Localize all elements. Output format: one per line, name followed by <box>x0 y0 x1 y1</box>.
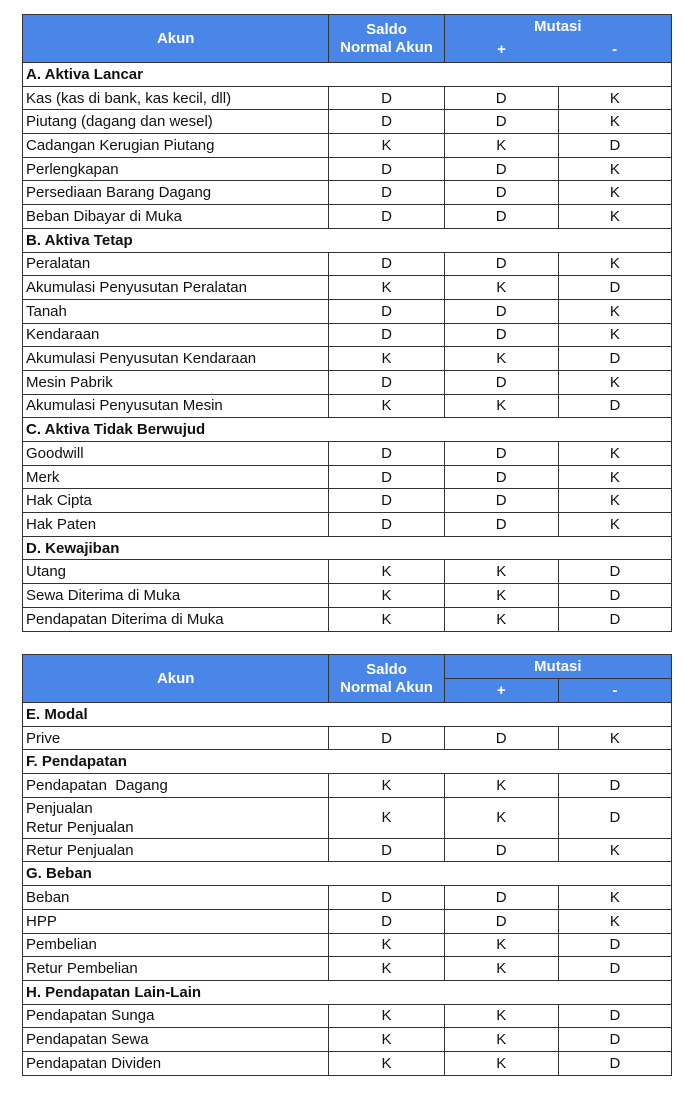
account-name: Tanah <box>23 299 329 323</box>
mutasi-minus-value: K <box>558 489 671 513</box>
account-name: Kas (kas di bank, kas kecil, dll) <box>23 86 329 110</box>
section-row <box>23 980 672 1004</box>
section-title: D. Kewajiban <box>23 536 672 560</box>
account-name: Pendapatan Dagang <box>23 774 329 798</box>
header-akun: Akun <box>23 655 329 703</box>
account-name: HPP <box>23 909 329 933</box>
section-title: B. Aktiva Tetap <box>23 228 672 252</box>
saldo-normal-value: D <box>329 299 444 323</box>
account-name: Beban Dibayar di Muka <box>23 205 329 229</box>
mutasi-minus-value: K <box>558 370 671 394</box>
mutasi-plus-value: K <box>444 957 558 981</box>
saldo-normal-value: K <box>329 1051 444 1075</box>
mutasi-minus-value: D <box>558 1028 671 1052</box>
table-row <box>23 394 672 418</box>
mutasi-plus-value: D <box>444 442 558 466</box>
section-row <box>23 862 672 886</box>
saldo-normal-value: D <box>329 370 444 394</box>
mutasi-plus-value: D <box>444 323 558 347</box>
table-row <box>23 465 672 489</box>
mutasi-minus-value: D <box>558 560 671 584</box>
header-akun: Akun <box>23 15 329 63</box>
saldo-normal-value: K <box>329 774 444 798</box>
section-row <box>23 703 672 727</box>
mutasi-plus-value: K <box>444 1004 558 1028</box>
mutasi-minus-value: K <box>558 110 671 134</box>
header-saldo-normal: Saldo Normal Akun <box>329 655 444 703</box>
account-name: Akumulasi Penyusutan Mesin <box>23 394 329 418</box>
mutasi-plus-value: K <box>444 134 558 158</box>
mutasi-minus-value: K <box>558 513 671 537</box>
table-row <box>23 489 672 513</box>
table-row <box>23 205 672 229</box>
table-row <box>23 134 672 158</box>
mutasi-minus-value: D <box>558 1004 671 1028</box>
table-row <box>23 323 672 347</box>
table-row <box>23 347 672 371</box>
saldo-normal-value: K <box>329 276 444 300</box>
section-title: H. Pendapatan Lain-Lain <box>23 980 672 1004</box>
table-row <box>23 181 672 205</box>
saldo-normal-value: D <box>329 726 444 750</box>
header-minus: - <box>558 39 671 63</box>
saldo-normal-value: K <box>329 1004 444 1028</box>
saldo-normal-value: K <box>329 607 444 631</box>
mutasi-minus-value: D <box>558 276 671 300</box>
mutasi-minus-value: K <box>558 86 671 110</box>
section-row <box>23 418 672 442</box>
mutasi-plus-value: K <box>444 933 558 957</box>
section-title: F. Pendapatan <box>23 750 672 774</box>
saldo-normal-value: K <box>329 134 444 158</box>
saldo-normal-value: D <box>329 442 444 466</box>
table-1-body <box>23 63 672 632</box>
table-row <box>23 607 672 631</box>
mutasi-minus-value: D <box>558 774 671 798</box>
mutasi-minus-value: D <box>558 347 671 371</box>
account-name: Merk <box>23 465 329 489</box>
account-table-2 <box>22 654 672 1076</box>
header-minus: - <box>558 679 671 703</box>
account-name: Sewa Diterima di Muka <box>23 584 329 608</box>
table-row <box>23 774 672 798</box>
account-name: Pendapatan Dividen <box>23 1051 329 1075</box>
saldo-normal-value: D <box>329 323 444 347</box>
mutasi-plus-value: K <box>444 584 558 608</box>
saldo-normal-value: K <box>329 933 444 957</box>
mutasi-minus-value: K <box>558 886 671 910</box>
mutasi-minus-value: K <box>558 838 671 862</box>
mutasi-minus-value: D <box>558 933 671 957</box>
saldo-normal-value: K <box>329 957 444 981</box>
saldo-normal-value: D <box>329 157 444 181</box>
mutasi-plus-value: D <box>444 299 558 323</box>
table-row <box>23 442 672 466</box>
header-saldo-normal: Saldo Normal Akun <box>329 15 444 63</box>
mutasi-minus-value: D <box>558 957 671 981</box>
account-name: Retur Penjualan <box>23 838 329 862</box>
table-row <box>23 157 672 181</box>
mutasi-plus-value: D <box>444 513 558 537</box>
table-row <box>23 909 672 933</box>
account-name: Piutang (dagang dan wesel) <box>23 110 329 134</box>
mutasi-plus-value: K <box>444 774 558 798</box>
table-row <box>23 957 672 981</box>
mutasi-plus-value: D <box>444 489 558 513</box>
saldo-normal-value: D <box>329 886 444 910</box>
account-name: Penjualan Retur Penjualan <box>23 797 329 838</box>
mutasi-plus-value: D <box>444 726 558 750</box>
mutasi-minus-value: D <box>558 394 671 418</box>
mutasi-plus-value: K <box>444 347 558 371</box>
header-plus: + <box>444 679 558 703</box>
table-row <box>23 513 672 537</box>
saldo-normal-value: D <box>329 110 444 134</box>
mutasi-plus-value: D <box>444 465 558 489</box>
saldo-normal-value: D <box>329 181 444 205</box>
mutasi-plus-value: D <box>444 181 558 205</box>
saldo-normal-value: D <box>329 252 444 276</box>
mutasi-plus-value: D <box>444 110 558 134</box>
mutasi-plus-value: D <box>444 86 558 110</box>
table-row <box>23 726 672 750</box>
account-name: Pendapatan Sunga <box>23 1004 329 1028</box>
section-title: E. Modal <box>23 703 672 727</box>
account-name: Perlengkapan <box>23 157 329 181</box>
saldo-normal-value: D <box>329 513 444 537</box>
section-title: A. Aktiva Lancar <box>23 63 672 87</box>
table-row <box>23 797 672 838</box>
mutasi-minus-value: K <box>558 465 671 489</box>
mutasi-plus-value: K <box>444 394 558 418</box>
saldo-normal-value: K <box>329 394 444 418</box>
mutasi-plus-value: D <box>444 838 558 862</box>
mutasi-plus-value: K <box>444 1051 558 1075</box>
saldo-normal-value: D <box>329 205 444 229</box>
account-name: Mesin Pabrik <box>23 370 329 394</box>
mutasi-minus-value: K <box>558 205 671 229</box>
table-row <box>23 110 672 134</box>
section-title: G. Beban <box>23 862 672 886</box>
header-mutasi: Mutasi <box>444 655 671 679</box>
account-name: Hak Paten <box>23 513 329 537</box>
saldo-normal-value: D <box>329 489 444 513</box>
table-row <box>23 933 672 957</box>
account-name: Akumulasi Penyusutan Peralatan <box>23 276 329 300</box>
account-name: Goodwill <box>23 442 329 466</box>
table-2-body <box>23 703 672 1076</box>
section-row <box>23 228 672 252</box>
mutasi-plus-value: D <box>444 370 558 394</box>
section-row <box>23 750 672 774</box>
mutasi-plus-value: D <box>444 157 558 181</box>
section-row <box>23 63 672 87</box>
mutasi-plus-value: K <box>444 797 558 838</box>
mutasi-plus-value: K <box>444 607 558 631</box>
table-row <box>23 370 672 394</box>
mutasi-minus-value: D <box>558 797 671 838</box>
mutasi-minus-value: K <box>558 157 671 181</box>
saldo-normal-value: K <box>329 1028 444 1052</box>
table-row <box>23 299 672 323</box>
mutasi-minus-value: D <box>558 134 671 158</box>
saldo-normal-value: K <box>329 560 444 584</box>
account-name: Cadangan Kerugian Piutang <box>23 134 329 158</box>
table-row <box>23 886 672 910</box>
account-name: Pembelian <box>23 933 329 957</box>
mutasi-minus-value: K <box>558 323 671 347</box>
table-row <box>23 1004 672 1028</box>
section-title: C. Aktiva Tidak Berwujud <box>23 418 672 442</box>
account-name: Utang <box>23 560 329 584</box>
table-row <box>23 838 672 862</box>
mutasi-plus-value: K <box>444 560 558 584</box>
account-name: Peralatan <box>23 252 329 276</box>
saldo-normal-value: K <box>329 347 444 371</box>
table-row <box>23 86 672 110</box>
account-name: Pendapatan Sewa <box>23 1028 329 1052</box>
account-name: Beban <box>23 886 329 910</box>
account-name: Kendaraan <box>23 323 329 347</box>
saldo-normal-value: D <box>329 465 444 489</box>
table-row <box>23 560 672 584</box>
account-name: Persediaan Barang Dagang <box>23 181 329 205</box>
saldo-normal-value: D <box>329 86 444 110</box>
saldo-normal-value: D <box>329 909 444 933</box>
mutasi-plus-value: K <box>444 1028 558 1052</box>
saldo-normal-value: K <box>329 584 444 608</box>
header-mutasi: Mutasi <box>444 15 671 39</box>
table-row <box>23 1051 672 1075</box>
mutasi-minus-value: K <box>558 909 671 933</box>
mutasi-minus-value: K <box>558 442 671 466</box>
account-name: Hak Cipta <box>23 489 329 513</box>
mutasi-plus-value: D <box>444 252 558 276</box>
table-row <box>23 1028 672 1052</box>
table-row <box>23 252 672 276</box>
account-name: Akumulasi Penyusutan Kendaraan <box>23 347 329 371</box>
mutasi-minus-value: K <box>558 726 671 750</box>
header-plus: + <box>444 39 558 63</box>
mutasi-plus-value: D <box>444 886 558 910</box>
saldo-normal-value: K <box>329 797 444 838</box>
section-row <box>23 536 672 560</box>
mutasi-minus-value: D <box>558 584 671 608</box>
account-name: Pendapatan Diterima di Muka <box>23 607 329 631</box>
mutasi-minus-value: D <box>558 1051 671 1075</box>
mutasi-minus-value: D <box>558 607 671 631</box>
saldo-normal-value: D <box>329 838 444 862</box>
mutasi-plus-value: K <box>444 276 558 300</box>
table-row <box>23 276 672 300</box>
account-table-1 <box>22 14 672 632</box>
mutasi-plus-value: D <box>444 909 558 933</box>
mutasi-minus-value: K <box>558 252 671 276</box>
account-name: Retur Pembelian <box>23 957 329 981</box>
mutasi-minus-value: K <box>558 181 671 205</box>
account-name: Prive <box>23 726 329 750</box>
mutasi-minus-value: K <box>558 299 671 323</box>
mutasi-plus-value: D <box>444 205 558 229</box>
table-row <box>23 584 672 608</box>
